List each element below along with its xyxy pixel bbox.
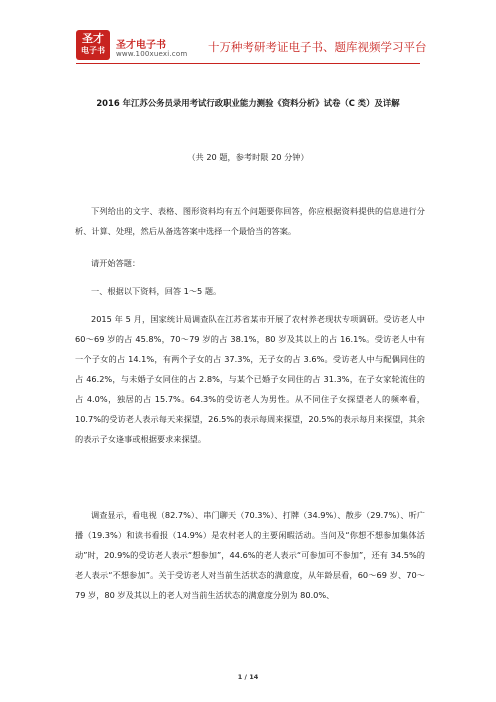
logo-line1: 圣才 [82, 32, 104, 45]
document-subtitle: （共 20 题，参考时限 20 分钟） [187, 152, 309, 162]
section-heading: 一、根据以下资料，回答 1～5 题。 [91, 286, 222, 296]
document-title: 2016 年江苏公务员录用考试行政职业能力测验《资料分析》试卷（C 类）及详解 [96, 98, 400, 108]
page-number: 1 / 14 [237, 673, 259, 681]
instructions-paragraph: 下列给出的文字、表格、图形资料均有五个问题要你回答，你应根据资料提供的信息进行分析、计算、处理，然后从备选答案中选择一个最恰当的答案。 [75, 206, 425, 236]
page-header [0, 0, 496, 64]
brand-name: 圣才电子书 [116, 40, 166, 51]
logo [76, 30, 110, 60]
header-slogan: 十万种考研考证电子书、题库视频学习平台 [208, 40, 427, 54]
body-paragraph-2: 调查显示，看电视（82.7%）、串门聊天（70.3%）、打牌（34.9%）、散步（29.7%）、听广播（19.3%）和读书看报（14.9%）是农村老人的主要闲暇活动。当问及“你想不想参加集体活动”时，20.9%的受访老人表示“想参加”，44.6%的老人表示“可参加可不参加”，还有 34.5%的老人表示“不想参加”。关于受访老人对当前生活状态的满意度，从年龄层看，60～69 岁、70～79 岁，80 岁及其以上的老人对当前生活状态的满意度分别为 80.0%、 [75, 510, 425, 600]
body-paragraph-1: 2015 年 5 月，国家统计局调查队在江苏省某市开展了农村养老现状专项调研。受访老人中 60～69 岁的占 45.8%，70～79 岁的占 38.1%，80 岁及其以上的占 16.1%。受访老人中有一个子女的占 14.1%，有两个子女的占 37.3%，无子女的占 3.6%。受访老人中与配偶同住的占 46.2%，与未婚子女同住的占 2.8%，与某个已婚子女同住的占 31.3%，在子女家轮流住的占 4.0%，独居的占 15.7%。64.3%的受访老人为男性。从不同住子女探望老人的频率看，10.7%的受访老人表示每天来探望，26.5%的表示每周来探望，20.5%的表示每月来探望，其余的表示子女逢事或根据要求来探望。 [75, 314, 425, 444]
header-rule [76, 63, 420, 64]
start-prompt: 请开始答题： [91, 258, 141, 268]
logo-line2: 电子书 [81, 46, 105, 55]
site-url: www.100xuexi.com [116, 50, 188, 58]
